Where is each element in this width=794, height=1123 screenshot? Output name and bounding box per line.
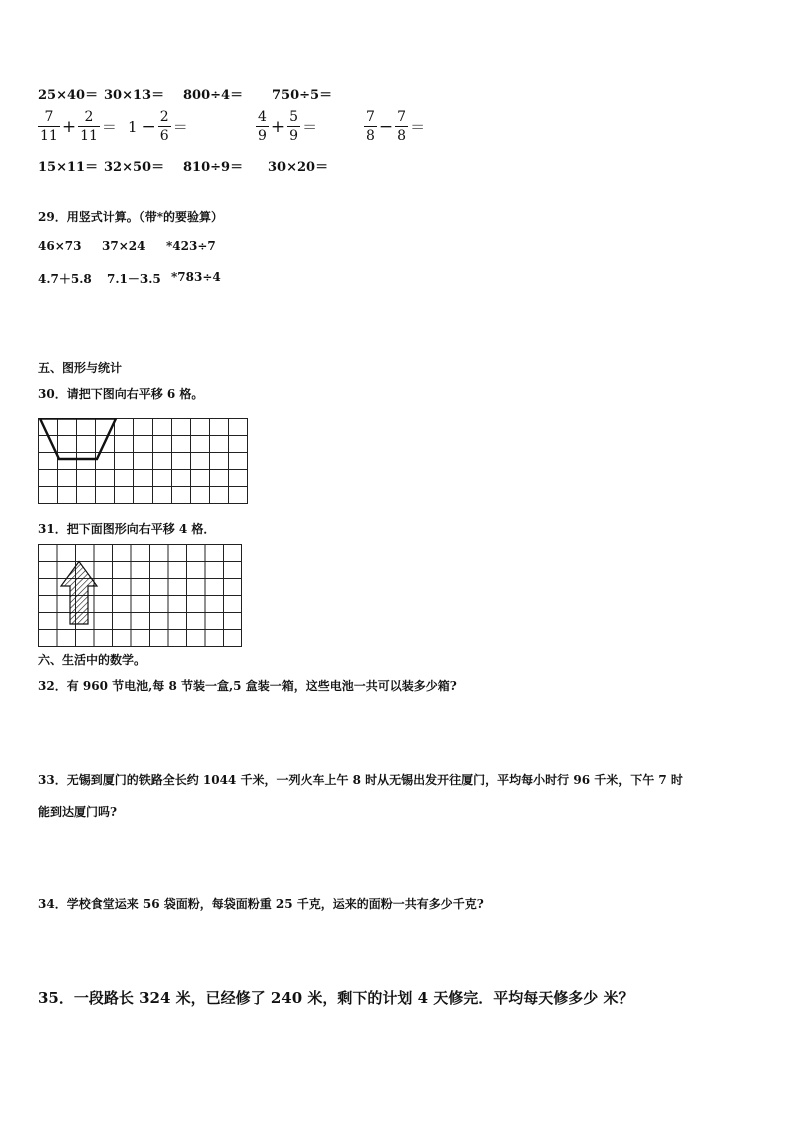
fraction-expression bbox=[364, 109, 425, 144]
equals-sign: ＝ bbox=[101, 118, 117, 136]
fraction bbox=[364, 109, 377, 144]
equals-sign: ＝ bbox=[172, 118, 188, 136]
fraction bbox=[395, 109, 408, 144]
denominator: 8 bbox=[366, 128, 375, 144]
question-32: 32．有 960 节电池,每 8 节装一盒,5 盒装一箱，这些电池一共可以装多少箱? bbox=[38, 679, 457, 693]
vertical-calc-item: 46×73 bbox=[38, 239, 82, 253]
fraction bbox=[158, 109, 171, 144]
question-29-title: 29．用竖式计算。（带*的要验算） bbox=[38, 210, 223, 224]
vertical-calc-item: 37×24 bbox=[102, 239, 146, 253]
vertical-calc-item: 4.7＋5.8 bbox=[38, 272, 92, 286]
vertical-calc-item: *783÷4 bbox=[171, 270, 221, 284]
denominator: 11 bbox=[80, 128, 98, 144]
numerator: 7 bbox=[397, 109, 407, 125]
equals-sign: ＝ bbox=[302, 118, 318, 136]
translation-grid-q31 bbox=[38, 544, 244, 648]
fraction bbox=[256, 109, 269, 144]
operator: − bbox=[141, 116, 156, 137]
question-33-line2: 能到达厦门吗? bbox=[38, 805, 118, 819]
section-heading: 五、图形与统计 bbox=[38, 361, 123, 375]
denominator: 11 bbox=[40, 128, 58, 144]
numerator: 5 bbox=[289, 109, 299, 125]
vertical-calc-item: *423÷7 bbox=[166, 239, 216, 253]
fraction-expression bbox=[38, 109, 117, 144]
question-34: 34．学校食堂运来 56 袋面粉，每袋面粉重 25 千克，运来的面粉一共有多少千克? bbox=[38, 897, 484, 911]
question-31-title: 31．把下面图形向右平移 4 格． bbox=[38, 522, 216, 536]
denominator: 8 bbox=[397, 128, 407, 144]
oral-item: 30×20＝ bbox=[268, 160, 329, 175]
vertical-calc-item: 7.1－3.5 bbox=[107, 272, 161, 286]
denominator: 9 bbox=[289, 128, 299, 144]
oral-item: 750÷5＝ bbox=[272, 88, 333, 103]
denominator: 6 bbox=[159, 128, 169, 144]
operator: + bbox=[270, 116, 286, 137]
oral-item: 32×50＝ bbox=[104, 160, 165, 175]
fraction bbox=[287, 109, 300, 144]
fraction bbox=[78, 109, 100, 144]
numerator: 2 bbox=[159, 109, 169, 125]
fraction-expression bbox=[126, 109, 188, 144]
numerator: 7 bbox=[44, 109, 54, 125]
operator: − bbox=[378, 116, 394, 137]
whole-number: 1 bbox=[128, 117, 138, 136]
question-33-line1: 33．无锡到厦门的铁路全长约 1044 千米，一列火车上午 8 时从无锡出发开往厦门，平均每小时行 96 千米，下午 7 时 bbox=[38, 773, 683, 787]
translation-grid-q30 bbox=[38, 418, 249, 507]
numerator: 4 bbox=[258, 109, 267, 125]
denominator: 9 bbox=[258, 128, 267, 144]
question-30-title: 30．请把下图向右平移 6 格。 bbox=[38, 387, 204, 401]
oral-item: 810÷9＝ bbox=[183, 160, 244, 175]
oral-item: 800÷4＝ bbox=[183, 88, 244, 103]
section-heading: 六、生活中的数学。 bbox=[38, 653, 147, 667]
fraction bbox=[38, 109, 60, 144]
numerator: 2 bbox=[84, 109, 94, 125]
arrow-shape bbox=[61, 562, 97, 625]
equals-sign: ＝ bbox=[410, 118, 426, 136]
oral-item: 15×11＝ bbox=[38, 160, 99, 175]
question-35: 35．一段路长 324 米，已经修了 240 米，剩下的计划 4 天修完．平均每天修多少 米？ bbox=[38, 989, 634, 1007]
fraction-expression bbox=[256, 109, 317, 144]
oral-item: 30×13＝ bbox=[104, 88, 165, 103]
numerator: 7 bbox=[366, 109, 375, 125]
operator: + bbox=[61, 116, 77, 137]
oral-item: 25×40＝ bbox=[38, 88, 99, 103]
